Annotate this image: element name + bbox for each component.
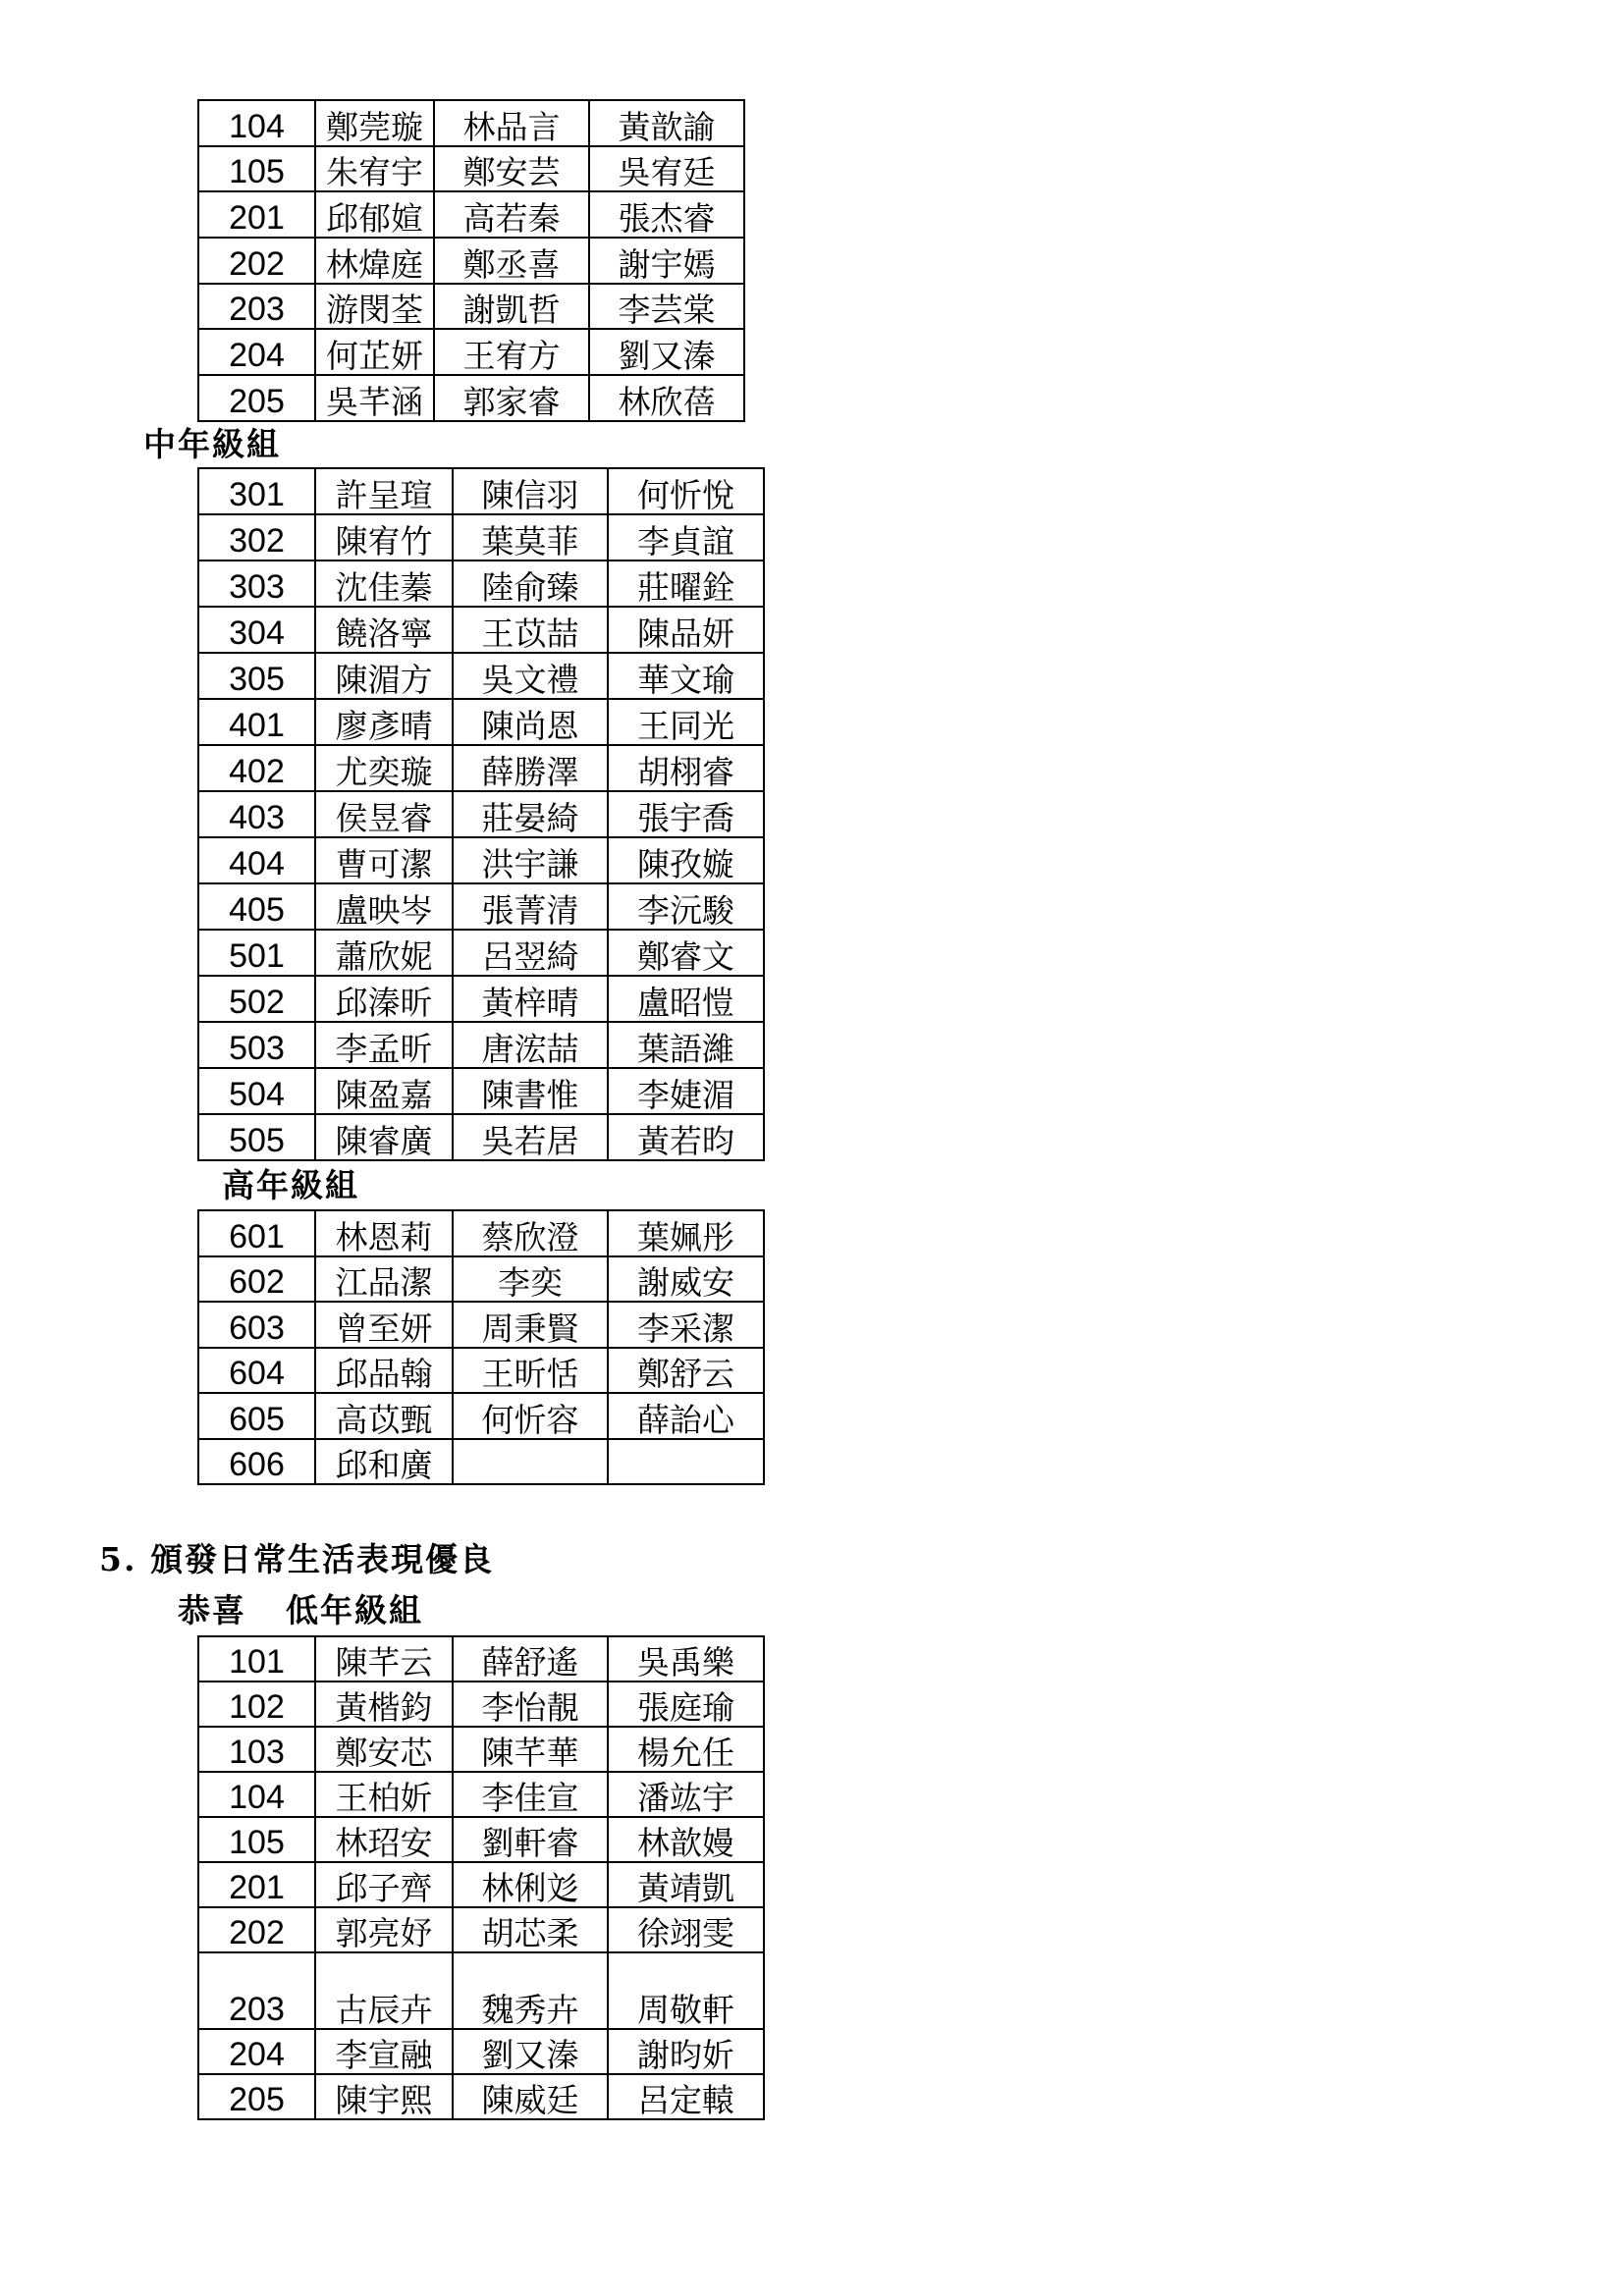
student-name-cell: 邱溱昕 [315, 976, 453, 1022]
student-name-cell: 李采潔 [608, 1302, 764, 1348]
student-name-cell: 林玿安 [315, 1817, 453, 1862]
class-number-cell: 304 [198, 607, 315, 653]
table-row [198, 791, 764, 837]
student-name-cell: 李孟昕 [315, 1022, 453, 1068]
table-row [198, 1256, 764, 1303]
student-name-cell: 盧映岑 [315, 883, 453, 930]
student-name-cell: 徐翊雯 [608, 1907, 764, 1952]
student-name-cell: 林恩莉 [315, 1210, 453, 1256]
student-name-cell: 蕭欣妮 [315, 930, 453, 976]
student-name-cell [453, 1439, 608, 1485]
table-row [198, 699, 764, 745]
class-number-cell: 401 [198, 699, 315, 745]
student-name-cell: 游閔荃 [315, 284, 434, 330]
class-number-cell: 104 [198, 1772, 315, 1817]
student-name-cell: 莊曜銓 [608, 561, 764, 607]
lower-grade-roster [197, 1635, 765, 2120]
student-name-cell: 吳禹樂 [608, 1636, 764, 1682]
student-name-cell: 陳芊華 [453, 1727, 608, 1772]
student-name-cell: 周敬軒 [608, 1952, 764, 2029]
student-name-cell: 李沅駿 [608, 883, 764, 930]
student-name-cell: 張杰睿 [589, 191, 744, 238]
class-number-cell: 105 [198, 1817, 315, 1862]
student-name-cell: 莊晏綺 [453, 791, 608, 837]
student-name-cell: 葉姵彤 [608, 1210, 764, 1256]
class-number-cell: 301 [198, 468, 315, 514]
student-name-cell: 林品言 [434, 100, 589, 146]
student-name-cell: 邱和廣 [315, 1439, 453, 1485]
student-name-cell: 潘竑宇 [608, 1772, 764, 1817]
student-name-cell: 鄭睿文 [608, 930, 764, 976]
student-name-cell: 何忻悅 [608, 468, 764, 514]
student-name-cell: 呂翌綺 [453, 930, 608, 976]
class-number-cell: 605 [198, 1393, 315, 1439]
table-row [198, 2029, 764, 2074]
student-name-cell: 黃靖凱 [608, 1862, 764, 1907]
student-name-cell: 吳若居 [453, 1114, 608, 1160]
class-number-cell: 501 [198, 930, 315, 976]
middle-grade-roster [197, 467, 765, 1161]
student-name-cell: 薛勝澤 [453, 745, 608, 791]
student-name-cell: 沈佳蓁 [315, 561, 453, 607]
student-name-cell: 葉語濰 [608, 1022, 764, 1068]
student-name-cell: 王宥方 [434, 329, 589, 375]
student-name-cell: 邱品翰 [315, 1348, 453, 1394]
class-number-cell: 203 [198, 284, 315, 330]
student-name-cell: 謝威安 [608, 1256, 764, 1303]
student-name-cell: 華文瑜 [608, 653, 764, 699]
class-number-cell: 403 [198, 791, 315, 837]
student-name-cell: 黃若昀 [608, 1114, 764, 1160]
student-name-cell: 劉又溱 [453, 2029, 608, 2074]
student-name-cell: 林欣蓓 [589, 375, 744, 421]
student-name-cell: 李宣融 [315, 2029, 453, 2074]
table-row [198, 1393, 764, 1439]
class-number-cell: 302 [198, 514, 315, 561]
table-row [198, 238, 744, 284]
student-name-cell: 黃歆諭 [589, 100, 744, 146]
student-name-cell: 陳宇熙 [315, 2074, 453, 2119]
class-number-cell: 201 [198, 1862, 315, 1907]
student-name-cell: 張菁清 [453, 883, 608, 930]
student-name-cell: 邱子齊 [315, 1862, 453, 1907]
class-number-cell: 601 [198, 1210, 315, 1256]
table-row [198, 1302, 764, 1348]
student-name-cell: 劉又溱 [589, 329, 744, 375]
student-name-cell: 曾至妍 [315, 1302, 453, 1348]
table-row [198, 561, 764, 607]
upper-grade-heading: 高年級組 [222, 1166, 359, 1204]
class-number-cell: 101 [198, 1636, 315, 1682]
class-number-cell: 303 [198, 561, 315, 607]
table-row [198, 883, 764, 930]
table-row [198, 1682, 764, 1727]
student-name-cell: 鄭舒云 [608, 1348, 764, 1394]
class-number-cell: 405 [198, 883, 315, 930]
class-number-cell: 402 [198, 745, 315, 791]
middle-grade-heading: 中年級組 [143, 425, 281, 463]
student-name-cell: 薛詒心 [608, 1393, 764, 1439]
table-row [198, 1439, 764, 1485]
table-row [198, 1068, 764, 1114]
student-name-cell: 邱郁媗 [315, 191, 434, 238]
student-name-cell: 黃楷鈞 [315, 1682, 453, 1727]
student-name-cell: 魏秀卉 [453, 1952, 608, 2029]
table-row [198, 1636, 764, 1682]
student-name-cell: 胡栩睿 [608, 745, 764, 791]
student-name-cell: 謝宇嫣 [589, 238, 744, 284]
student-name-cell: 王柏妡 [315, 1772, 453, 1817]
lower-grade-roster-continued [197, 99, 745, 422]
student-name-cell: 鄭安芯 [315, 1727, 453, 1772]
class-number-cell: 305 [198, 653, 315, 699]
student-name-cell: 林煒庭 [315, 238, 434, 284]
student-name-cell: 王同光 [608, 699, 764, 745]
student-name-cell: 張庭瑜 [608, 1682, 764, 1727]
student-name-cell: 謝凱哲 [434, 284, 589, 330]
table-row [198, 284, 744, 330]
student-name-cell: 郭亮妤 [315, 1907, 453, 1952]
class-number-cell: 505 [198, 1114, 315, 1160]
student-name-cell: 廖彥晴 [315, 699, 453, 745]
roster-body [198, 1636, 764, 2119]
student-name-cell: 古辰卉 [315, 1952, 453, 2029]
student-name-cell: 張宇喬 [608, 791, 764, 837]
table-row [198, 837, 764, 883]
section-title: 頒發日常生活表現優良 [149, 1540, 494, 1578]
table-row [198, 146, 744, 192]
student-name-cell: 洪宇謙 [453, 837, 608, 883]
student-name-cell: 陳書惟 [453, 1068, 608, 1114]
roster-body [198, 100, 744, 421]
table-row [198, 1952, 764, 2029]
student-name-cell: 林俐彣 [453, 1862, 608, 1907]
class-number-cell: 201 [198, 191, 315, 238]
class-number-cell: 404 [198, 837, 315, 883]
student-name-cell: 陸俞臻 [453, 561, 608, 607]
student-name-cell: 王苡喆 [453, 607, 608, 653]
student-name-cell: 尤奕璇 [315, 745, 453, 791]
class-number-cell: 604 [198, 1348, 315, 1394]
section-5-heading [99, 1540, 494, 1578]
roster-body [198, 1210, 764, 1484]
class-number-cell: 103 [198, 1727, 315, 1772]
lower-grade-heading [178, 1591, 423, 1629]
class-number-cell: 202 [198, 1907, 315, 1952]
student-name-cell: 李貞誼 [608, 514, 764, 561]
student-name-cell: 楊允任 [608, 1727, 764, 1772]
table-row [198, 1862, 764, 1907]
student-name-cell: 郭家睿 [434, 375, 589, 421]
class-number-cell: 606 [198, 1439, 315, 1485]
student-name-cell: 何忻容 [453, 1393, 608, 1439]
class-number-cell: 102 [198, 1682, 315, 1727]
student-name-cell [608, 1439, 764, 1485]
section-number: 5. [99, 1540, 137, 1578]
student-name-cell: 胡芯柔 [453, 1907, 608, 1952]
student-name-cell: 鄭莞璇 [315, 100, 434, 146]
class-number-cell: 203 [198, 1952, 315, 2029]
table-row [198, 1210, 764, 1256]
table-row [198, 1114, 764, 1160]
table-row [198, 1907, 764, 1952]
student-name-cell: 呂定轅 [608, 2074, 764, 2119]
student-name-cell: 侯昱睿 [315, 791, 453, 837]
class-number-cell: 202 [198, 238, 315, 284]
class-number-cell: 502 [198, 976, 315, 1022]
student-name-cell: 林歆嫚 [608, 1817, 764, 1862]
student-name-cell: 蔡欣澄 [453, 1210, 608, 1256]
student-name-cell: 陳威廷 [453, 2074, 608, 2119]
table-row [198, 375, 744, 421]
student-name-cell: 朱宥宇 [315, 146, 434, 192]
table-row [198, 607, 764, 653]
student-name-cell: 高若秦 [434, 191, 589, 238]
table-row [198, 468, 764, 514]
student-name-cell: 李奕 [453, 1256, 608, 1303]
table-row [198, 930, 764, 976]
table-row [198, 653, 764, 699]
table-row [198, 976, 764, 1022]
class-number-cell: 204 [198, 2029, 315, 2074]
student-name-cell: 陳芊云 [315, 1636, 453, 1682]
class-number-cell: 104 [198, 100, 315, 146]
student-name-cell: 李佳宣 [453, 1772, 608, 1817]
class-number-cell: 504 [198, 1068, 315, 1114]
student-name-cell: 吳芊涵 [315, 375, 434, 421]
student-name-cell: 陳盈嘉 [315, 1068, 453, 1114]
student-name-cell: 曹可潔 [315, 837, 453, 883]
student-name-cell: 陳宥竹 [315, 514, 453, 561]
table-row [198, 514, 764, 561]
table-row [198, 2074, 764, 2119]
student-name-cell: 許呈瑄 [315, 468, 453, 514]
student-name-cell: 饒洛寧 [315, 607, 453, 653]
table-row [198, 1022, 764, 1068]
student-name-cell: 何芷妍 [315, 329, 434, 375]
student-name-cell: 李芸棠 [589, 284, 744, 330]
class-number-cell: 503 [198, 1022, 315, 1068]
student-name-cell: 江品潔 [315, 1256, 453, 1303]
student-name-cell: 陳信羽 [453, 468, 608, 514]
student-name-cell: 謝昀妡 [608, 2029, 764, 2074]
table-row [198, 1772, 764, 1817]
roster-body [198, 468, 764, 1160]
student-name-cell: 陳品妍 [608, 607, 764, 653]
student-name-cell: 薛舒遙 [453, 1636, 608, 1682]
class-number-cell: 105 [198, 146, 315, 192]
student-name-cell: 葉莫菲 [453, 514, 608, 561]
student-name-cell: 陳湄方 [315, 653, 453, 699]
class-number-cell: 603 [198, 1302, 315, 1348]
student-name-cell: 陳睿廣 [315, 1114, 453, 1160]
table-row [198, 1817, 764, 1862]
student-name-cell: 陳尚恩 [453, 699, 608, 745]
student-name-cell: 盧昭愷 [608, 976, 764, 1022]
table-row [198, 745, 764, 791]
class-number-cell: 602 [198, 1256, 315, 1303]
student-name-cell: 唐浤喆 [453, 1022, 608, 1068]
class-number-cell: 205 [198, 2074, 315, 2119]
congrats-label: 恭喜 [178, 1591, 246, 1629]
class-number-cell: 204 [198, 329, 315, 375]
table-row [198, 1727, 764, 1772]
student-name-cell: 吳宥廷 [589, 146, 744, 192]
student-name-cell: 鄭丞喜 [434, 238, 589, 284]
student-name-cell: 周秉賢 [453, 1302, 608, 1348]
student-name-cell: 陳孜嫙 [608, 837, 764, 883]
student-name-cell: 李怡靚 [453, 1682, 608, 1727]
lower-grade-label: 低年級組 [286, 1591, 423, 1629]
table-row [198, 329, 744, 375]
student-name-cell: 王昕恬 [453, 1348, 608, 1394]
table-row [198, 1348, 764, 1394]
student-name-cell: 鄭安芸 [434, 146, 589, 192]
student-name-cell: 劉軒睿 [453, 1817, 608, 1862]
student-name-cell: 高苡甄 [315, 1393, 453, 1439]
table-row [198, 100, 744, 146]
student-name-cell: 李婕湄 [608, 1068, 764, 1114]
upper-grade-roster [197, 1209, 765, 1485]
student-name-cell: 吳文禮 [453, 653, 608, 699]
student-name-cell: 黃梓晴 [453, 976, 608, 1022]
class-number-cell: 205 [198, 375, 315, 421]
table-row [198, 191, 744, 238]
